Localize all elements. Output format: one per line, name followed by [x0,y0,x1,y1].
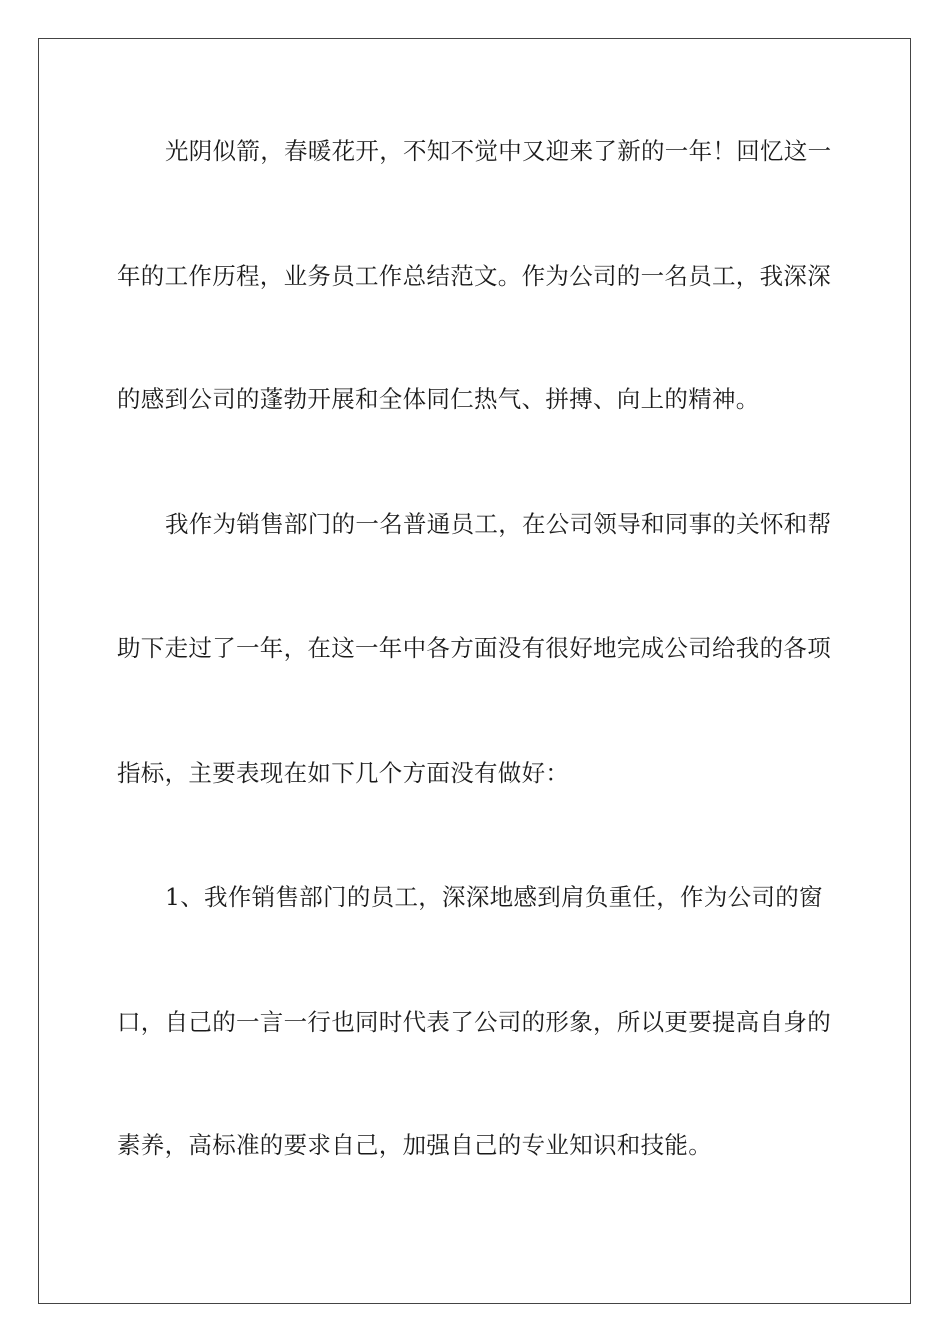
paragraph-3-line-1: 1、我作销售部门的员工，深深地感到肩负重任，作为公司的窗 [165,883,823,911]
paragraph-1-line-2: 年的工作历程，业务员工作总结范文。作为公司的一名员工，我深深 [117,262,831,290]
paragraph-1-line-3: 的感到公司的蓬勃开展和全体同仁热气、拼搏、向上的精神。 [117,385,760,413]
paragraph-2-line-2: 助下走过了一年，在这一年中各方面没有很好地完成公司给我的各项 [117,634,831,662]
paragraph-3-line-3: 素养，高标准的要求自己，加强自己的专业知识和技能。 [117,1131,712,1159]
page-border [38,38,911,1304]
paragraph-2-line-3: 指标，主要表现在如下几个方面没有做好： [117,759,570,787]
paragraph-1-line-1: 光阴似箭，春暖花开，不知不觉中又迎来了新的一年！回忆这一 [165,137,832,165]
paragraph-2-line-1: 我作为销售部门的一名普通员工，在公司领导和同事的关怀和帮 [165,510,832,538]
paragraph-3-line-2: 口，自己的一言一行也同时代表了公司的形象，所以更要提高自身的 [117,1008,831,1036]
